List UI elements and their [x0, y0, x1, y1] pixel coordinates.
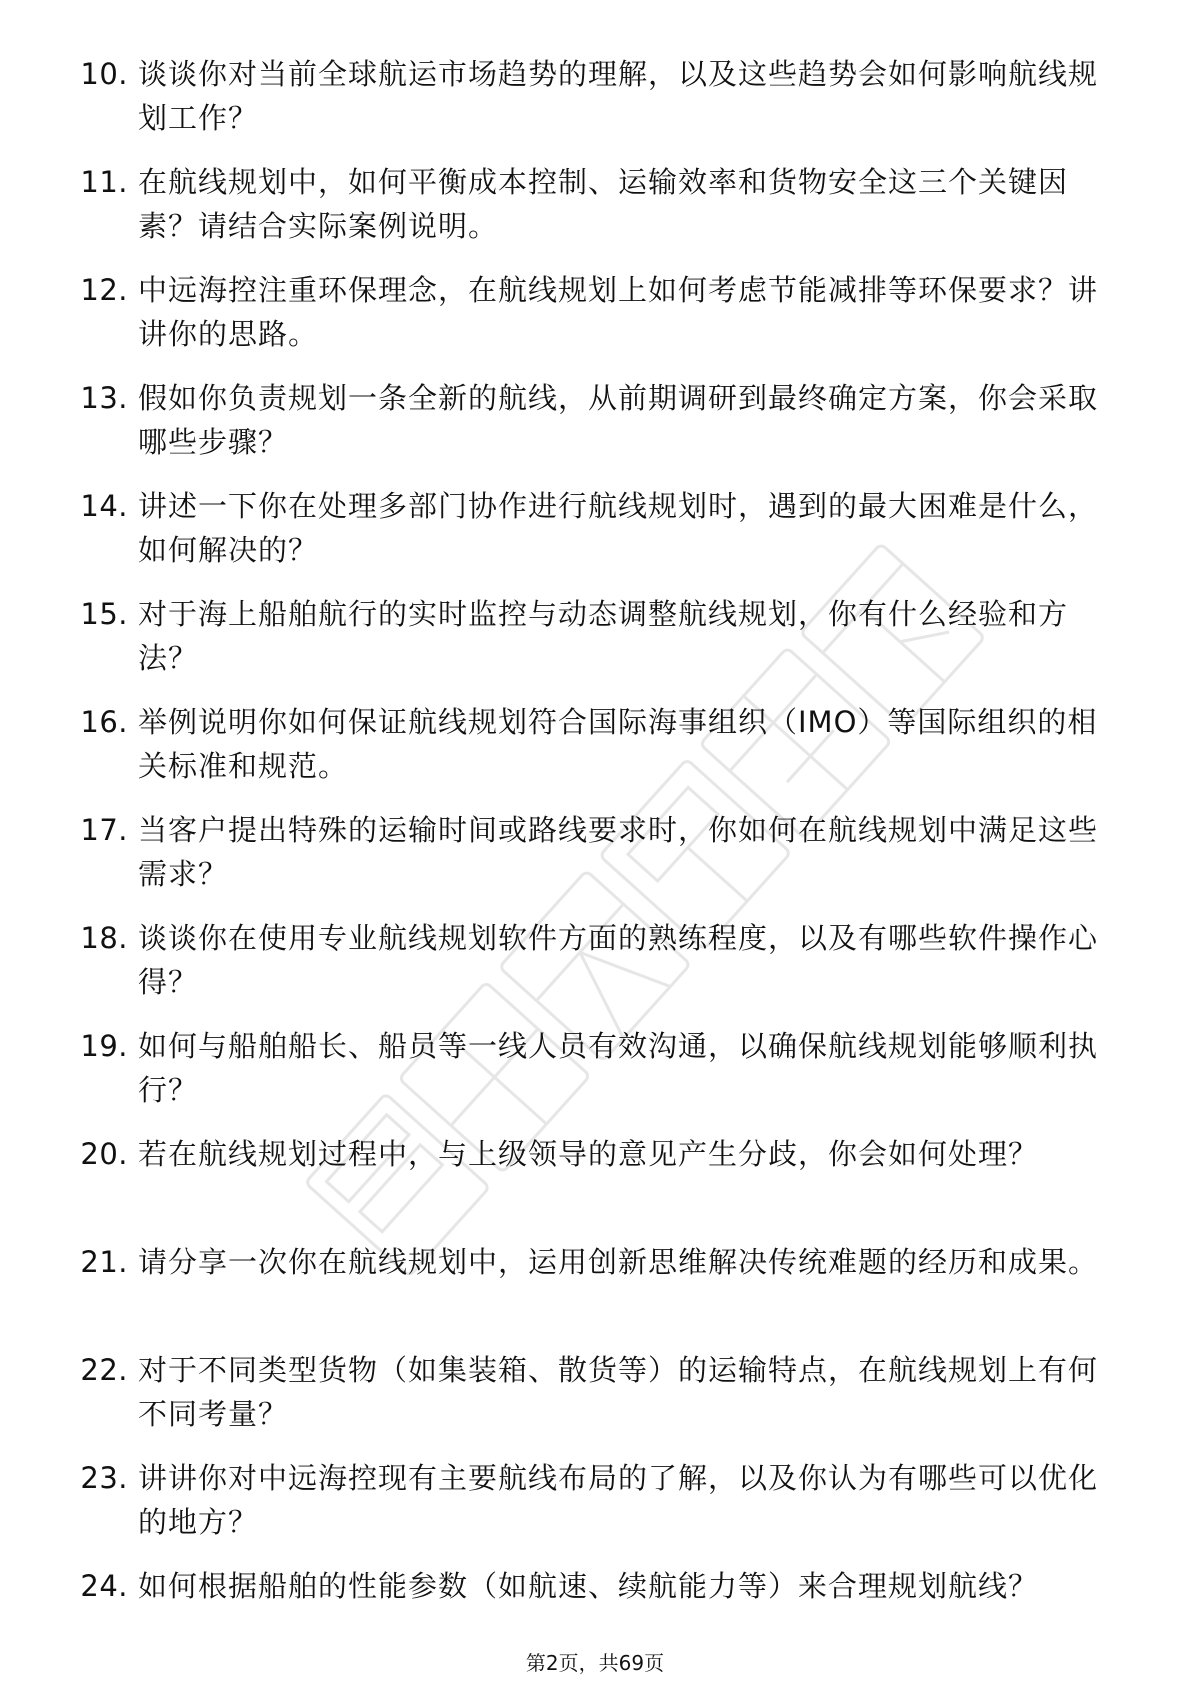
question-item: [58, 916, 1118, 1024]
question-text: 如何根据船舶的性能参数（如航速、续航能力等）来合理规划航线？: [138, 1569, 1039, 1603]
question-text: 讲述一下你在处理多部门协作进行航线规划时，遇到的最大困难是什么，如何解决的？: [138, 489, 1099, 567]
question-number: 10.: [80, 57, 128, 91]
question-number: 21.: [80, 1245, 128, 1279]
question-number: 24.: [80, 1569, 128, 1603]
question-number: 20.: [80, 1137, 128, 1171]
question-text: 中远海控注重环保理念，在航线规划上如何考虑节能减排等环保要求？讲讲你的思路。: [138, 273, 1099, 351]
question-number: 12.: [80, 273, 128, 307]
page-footer: 第2页，共69页: [525, 1651, 665, 1675]
question-item: [58, 1132, 1118, 1240]
question-number: 19.: [80, 1029, 128, 1063]
question-text: 若在航线规划过程中，与上级领导的意见产生分歧，你会如何处理？: [138, 1137, 1039, 1171]
question-item: [58, 1348, 1118, 1456]
question-item: [58, 1456, 1118, 1564]
question-text: 如何与船舶船长、船员等一线人员有效沟通，以确保航线规划能够顺利执行？: [138, 1029, 1099, 1107]
question-text: 对于不同类型货物（如集装箱、散货等）的运输特点，在航线规划上有何不同考量？: [138, 1353, 1099, 1431]
question-text: 举例说明你如何保证航线规划符合国际海事组织（IMO）等国际组织的相关标准和规范。: [138, 705, 1098, 783]
question-item: [58, 484, 1118, 592]
question-number: 18.: [80, 921, 128, 955]
question-item: [58, 376, 1118, 484]
question-text: 请分享一次你在航线规划中，运用创新思维解决传统难题的经历和成果。: [138, 1245, 1099, 1279]
question-text: 谈谈你在使用专业航线规划软件方面的熟练程度，以及有哪些软件操作心得？: [138, 921, 1099, 999]
question-item: [58, 160, 1118, 268]
question-number: 17.: [80, 813, 128, 847]
question-text: 当客户提出特殊的运输时间或路线要求时，你如何在航线规划中满足这些需求？: [138, 813, 1099, 891]
question-number: 22.: [80, 1353, 128, 1387]
question-item: [58, 808, 1118, 916]
question-item: [58, 1240, 1118, 1348]
question-number: 23.: [80, 1461, 128, 1495]
question-text: 在航线规划中，如何平衡成本控制、运输效率和货物安全这三个关键因素？请结合实际案例说明。: [138, 165, 1069, 243]
question-text: 假如你负责规划一条全新的航线，从前期调研到最终确定方案，你会采取哪些步骤？: [138, 381, 1099, 459]
question-item: [58, 700, 1118, 808]
question-list: [58, 52, 1118, 1672]
question-text: 讲讲你对中远海控现有主要航线布局的了解，以及你认为有哪些可以优化的地方？: [138, 1461, 1099, 1539]
question-number: 14.: [80, 489, 128, 523]
question-item: [58, 52, 1118, 160]
question-number: 13.: [80, 381, 128, 415]
question-item: [58, 1024, 1118, 1132]
question-item: [58, 592, 1118, 700]
question-number: 11.: [80, 165, 128, 199]
question-number: 16.: [80, 705, 128, 739]
question-text: 谈谈你对当前全球航运市场趋势的理解，以及这些趋势会如何影响航线规划工作？: [138, 57, 1099, 135]
question-text: 对于海上船舶航行的实时监控与动态调整航线规划，你有什么经验和方法？: [138, 597, 1069, 675]
question-number: 15.: [80, 597, 128, 631]
question-item: [58, 268, 1118, 376]
